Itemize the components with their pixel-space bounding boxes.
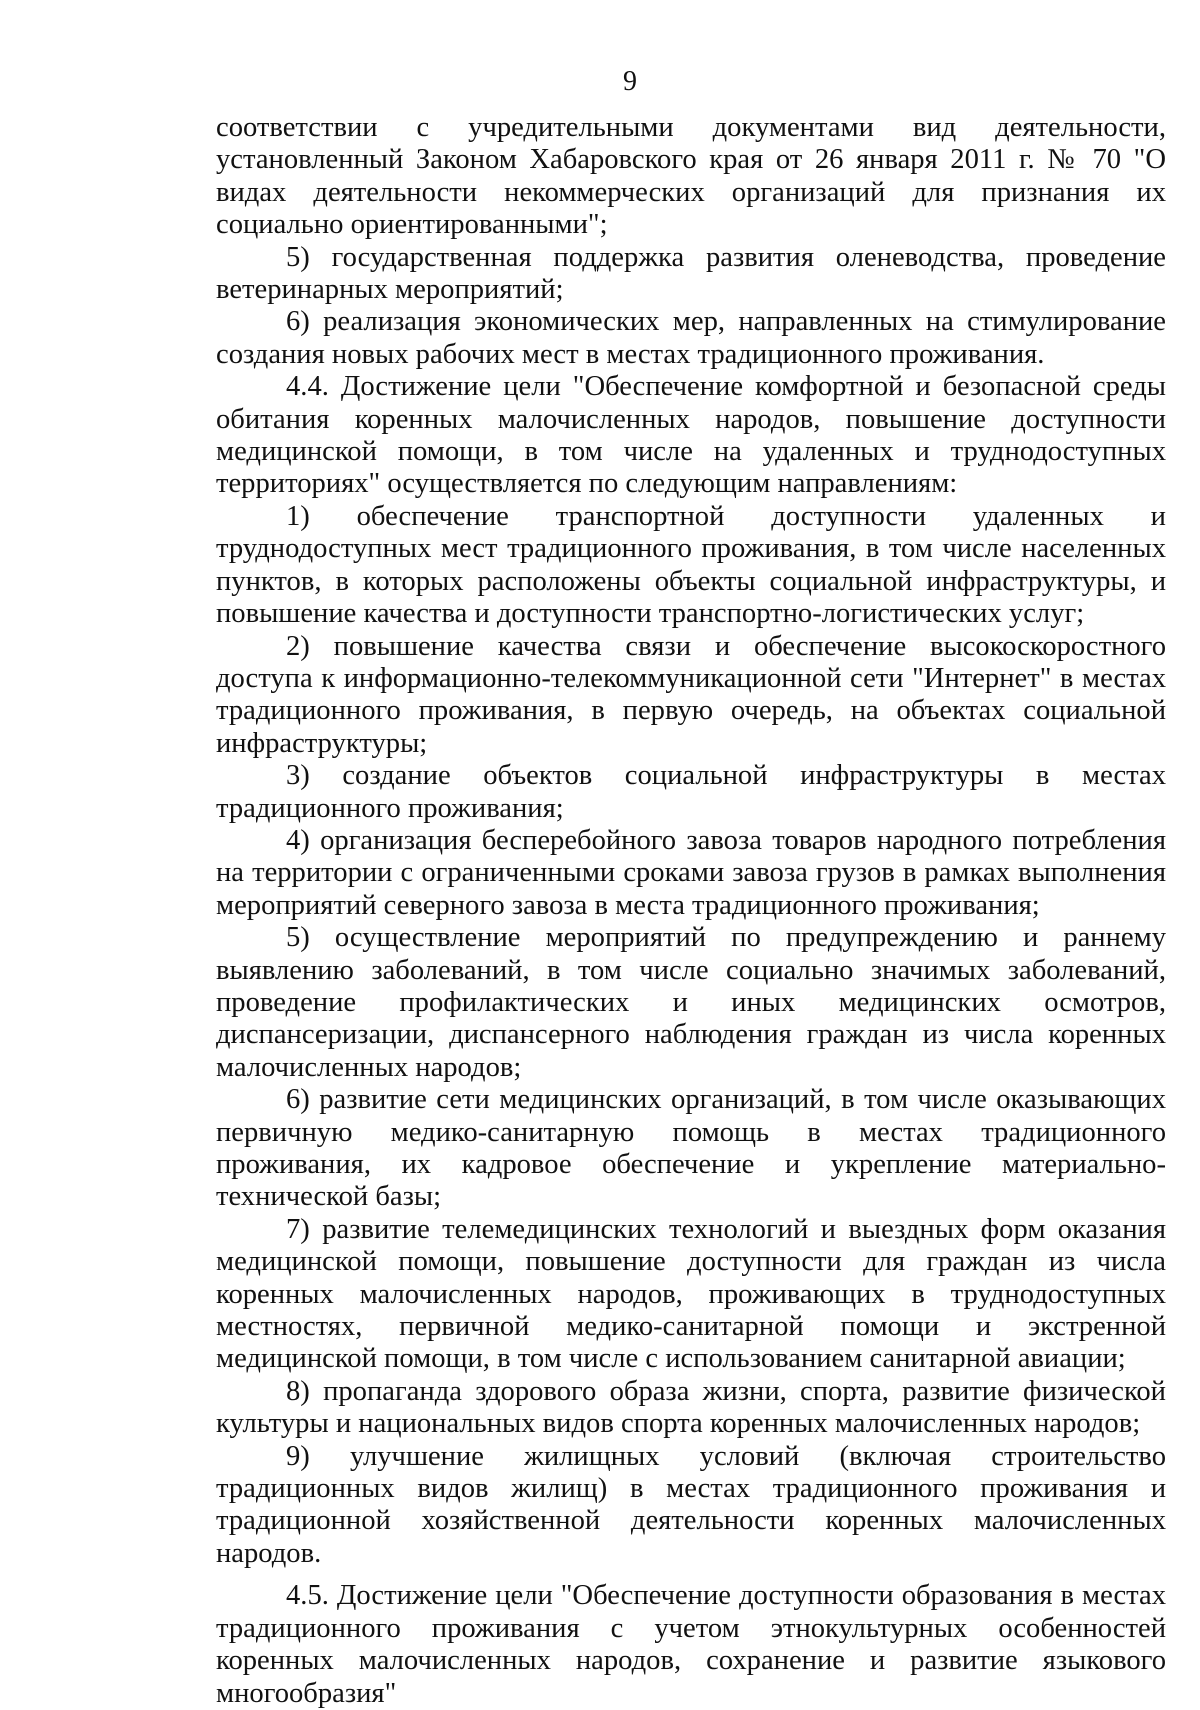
list-item-3-infrastructure: 3) создание объектов социальной инфраструктуры в местах традиционного проживания; bbox=[216, 760, 1166, 824]
list-item-6-economic-measures: 6) реализация экономических мер, направленных на стимулирование создания новых рабочих мест в местах традиционного проживания. bbox=[216, 306, 1166, 370]
list-item-8-healthy-lifestyle: 8) пропаганда здорового образа жизни, спорта, развитие физической культуры и национальных видов спорта коренных малочисленных народов; bbox=[216, 1375, 1166, 1440]
list-item-9-housing: 9) улучшение жилищных условий (включая строительство традиционных видов жилищ) в местах традиционного проживания и традиционной хозяйственной деятельности коренных малочисленных народов. bbox=[216, 1440, 1166, 1569]
section-4-5: 4.5. Достижение цели "Обеспечение доступности образования в местах традиционного проживания с учетом этнокультурных особенностей коренных малочисленных народов, сохранение и развитие языкового многообразия" bbox=[216, 1580, 1166, 1709]
list-item-2-internet: 2) повышение качества связи и обеспечение высокоскоростного доступа к информационно-телекоммуникационной сети "Интернет" в местах традиционного проживания, в первую очередь, на объектах социальной инфраструктуры; bbox=[216, 630, 1166, 759]
list-item-5-reindeer: 5) государственная поддержка развития оленеводства, проведение ветеринарных мероприятий; bbox=[216, 241, 1166, 306]
section-4-4: 4.4. Достижение цели "Обеспечение комфортной и безопасной среды обитания коренных малочисленных народов, повышение доступности медицинской помощи, в том числе на удаленных и труднодоступных территориях" осуществляется по следующим направлениям: bbox=[216, 371, 1166, 500]
list-item-6-medical-network: 6) развитие сети медицинских организаций, в том числе оказывающих первичную медико-санитарную помощь в местах традиционного проживания, их кадровое обеспечение и укрепление материально-технической базы; bbox=[216, 1084, 1166, 1213]
paragraph-continuation: соответствии с учредительными документами вид деятельности, установленный Законом Хабаровского края от 26 января 2011 г. № 70 "О видах деятельности некоммерческих организаций для признания их социально ориентированными"; bbox=[216, 112, 1166, 241]
list-item-4-northern-delivery: 4) организация бесперебойного завоза товаров народного потребления на территории с ограниченными сроками завоза грузов в рамках выполнения мероприятий северного завоза в места традиционного проживания; bbox=[216, 824, 1166, 921]
document-body bbox=[216, 112, 1166, 1710]
list-item-1-transport: 1) обеспечение транспортной доступности удаленных и труднодоступных мест традиционного проживания, в том числе населенных пунктов, в которых расположены объекты социальной инфраструктуры, и повышение качества и доступности транспортно-логистических услуг; bbox=[216, 500, 1166, 630]
list-item-7-telemedicine: 7) развитие телемедицинских технологий и выездных форм оказания медицинской помощи, повышение доступности для граждан из числа коренных малочисленных народов, проживающих в труднодоступных местностях, первичной медико-санитарной помощи и экстренной медицинской помощи, в том числе с использованием санитарной авиации; bbox=[216, 1213, 1166, 1375]
page-number: 9 bbox=[623, 66, 637, 97]
list-item-5-disease-prevention: 5) осуществление мероприятий по предупреждению и раннему выявлению заболеваний, в том числе социально значимых заболеваний, проведение профилактических и иных медицинских осмотров, диспансеризации, диспансерного наблюдения граждан из числа коренных малочисленных народов; bbox=[216, 922, 1166, 1083]
